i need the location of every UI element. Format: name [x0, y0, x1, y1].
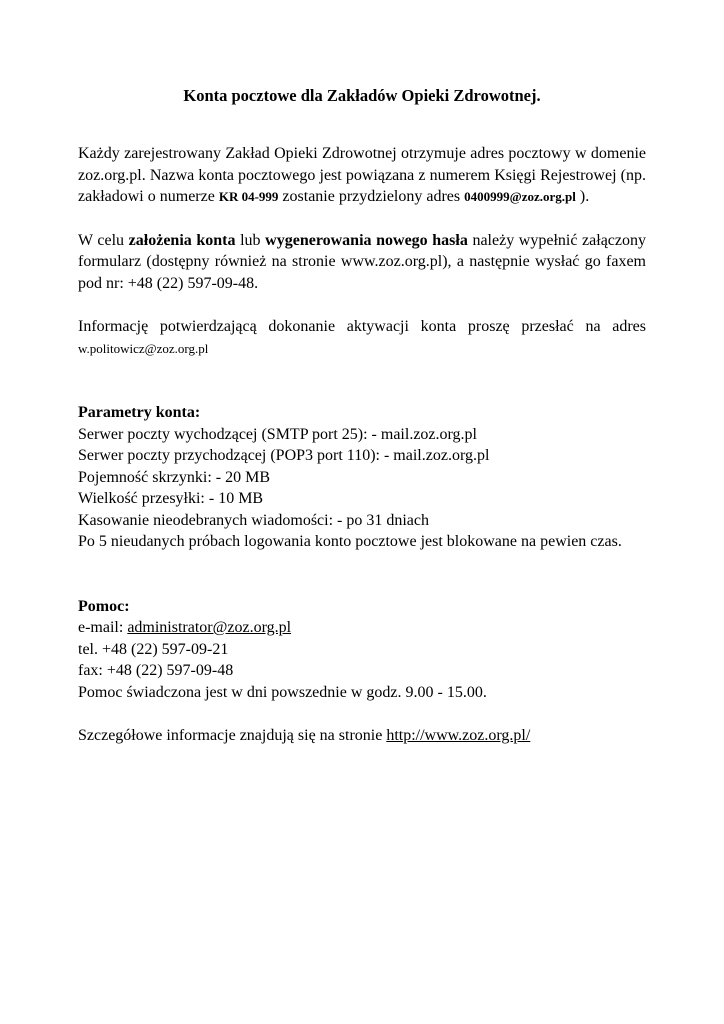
website-link[interactable]: http://www.zoz.org.pl/	[386, 727, 531, 744]
help-section	[78, 596, 646, 704]
document-body	[78, 143, 646, 747]
help-hours: Pomoc świadczona jest w dni powszednie w godz. 9.00 - 15.00.	[78, 683, 487, 701]
footer-text: Szczegółowe informacje znajdują się na stronie	[78, 727, 387, 744]
create-text-3: należy wypełnić załączony formularz (dostępny również na stronie www.zoz.org.pl), a następnie wysłać go faxem pod nr: +48 (22) 597-09-48.	[78, 231, 647, 292]
params-section	[78, 402, 646, 553]
help-email-label: e-mail:	[78, 619, 128, 636]
intro-text-1: Każdy zarejestrowany Zakład Opieki Zdrowotnej otrzymuje adres pocztowy w domenie zoz.org.pl. Nazwa konta pocztowego jest powiązana z numerem Księgi Rejestrowej (np. zakładowi o numerze	[78, 145, 646, 205]
footer-paragraph	[78, 725, 646, 747]
param-mailbox-size: Pojemność skrzynki: - 20 MB	[78, 468, 270, 486]
param-message-size: Wielkość przesyłki: - 10 MB	[78, 490, 264, 507]
intro-text-3: ).	[575, 188, 590, 205]
intro-text-2: zostanie przydzielony adres	[278, 188, 465, 205]
params-heading: Parametry konta:	[78, 404, 201, 421]
param-pop3: Serwer poczty przychodzącej (POP3 port 110): - mail.zoz.org.pl	[78, 447, 490, 464]
param-smtp: Serwer poczty wychodzącej (SMTP port 25): - mail.zoz.org.pl	[78, 425, 477, 443]
create-bold-1: założenia konta	[128, 231, 236, 249]
page-title: Konta pocztowe dla Zakładów Opieki Zdrowotnej.	[183, 86, 541, 105]
help-phone: tel. +48 (22) 597-09-21	[78, 640, 229, 658]
create-bold-2: wygenerowania nowego hasła	[265, 231, 468, 249]
help-email-line	[78, 617, 646, 639]
help-fax: fax: +48 (22) 597-09-48	[78, 662, 234, 679]
confirm-text: Informację potwierdzającą dokonanie aktywacji konta proszę przesłać na adres	[78, 318, 646, 335]
confirm-paragraph	[78, 316, 646, 359]
help-heading: Pomoc:	[78, 597, 130, 615]
create-text-2: lub	[235, 231, 266, 249]
example-address: 0400999@zoz.org.pl	[464, 189, 576, 204]
intro-paragraph	[78, 143, 646, 208]
help-email-link[interactable]: administrator@zoz.org.pl	[127, 619, 292, 636]
create-account-paragraph	[78, 230, 646, 295]
registration-number: KR 04-999	[218, 189, 279, 204]
param-deletion: Kasowanie nieodebranych wiadomości: - po 31 dniach	[78, 511, 430, 529]
param-lockout-note: Po 5 nieudanych próbach logowania konto pocztowe jest blokowane na pewien czas.	[78, 533, 622, 550]
confirm-address: w.politowicz@zoz.org.pl	[78, 340, 209, 356]
create-text-1: W celu	[78, 231, 129, 249]
